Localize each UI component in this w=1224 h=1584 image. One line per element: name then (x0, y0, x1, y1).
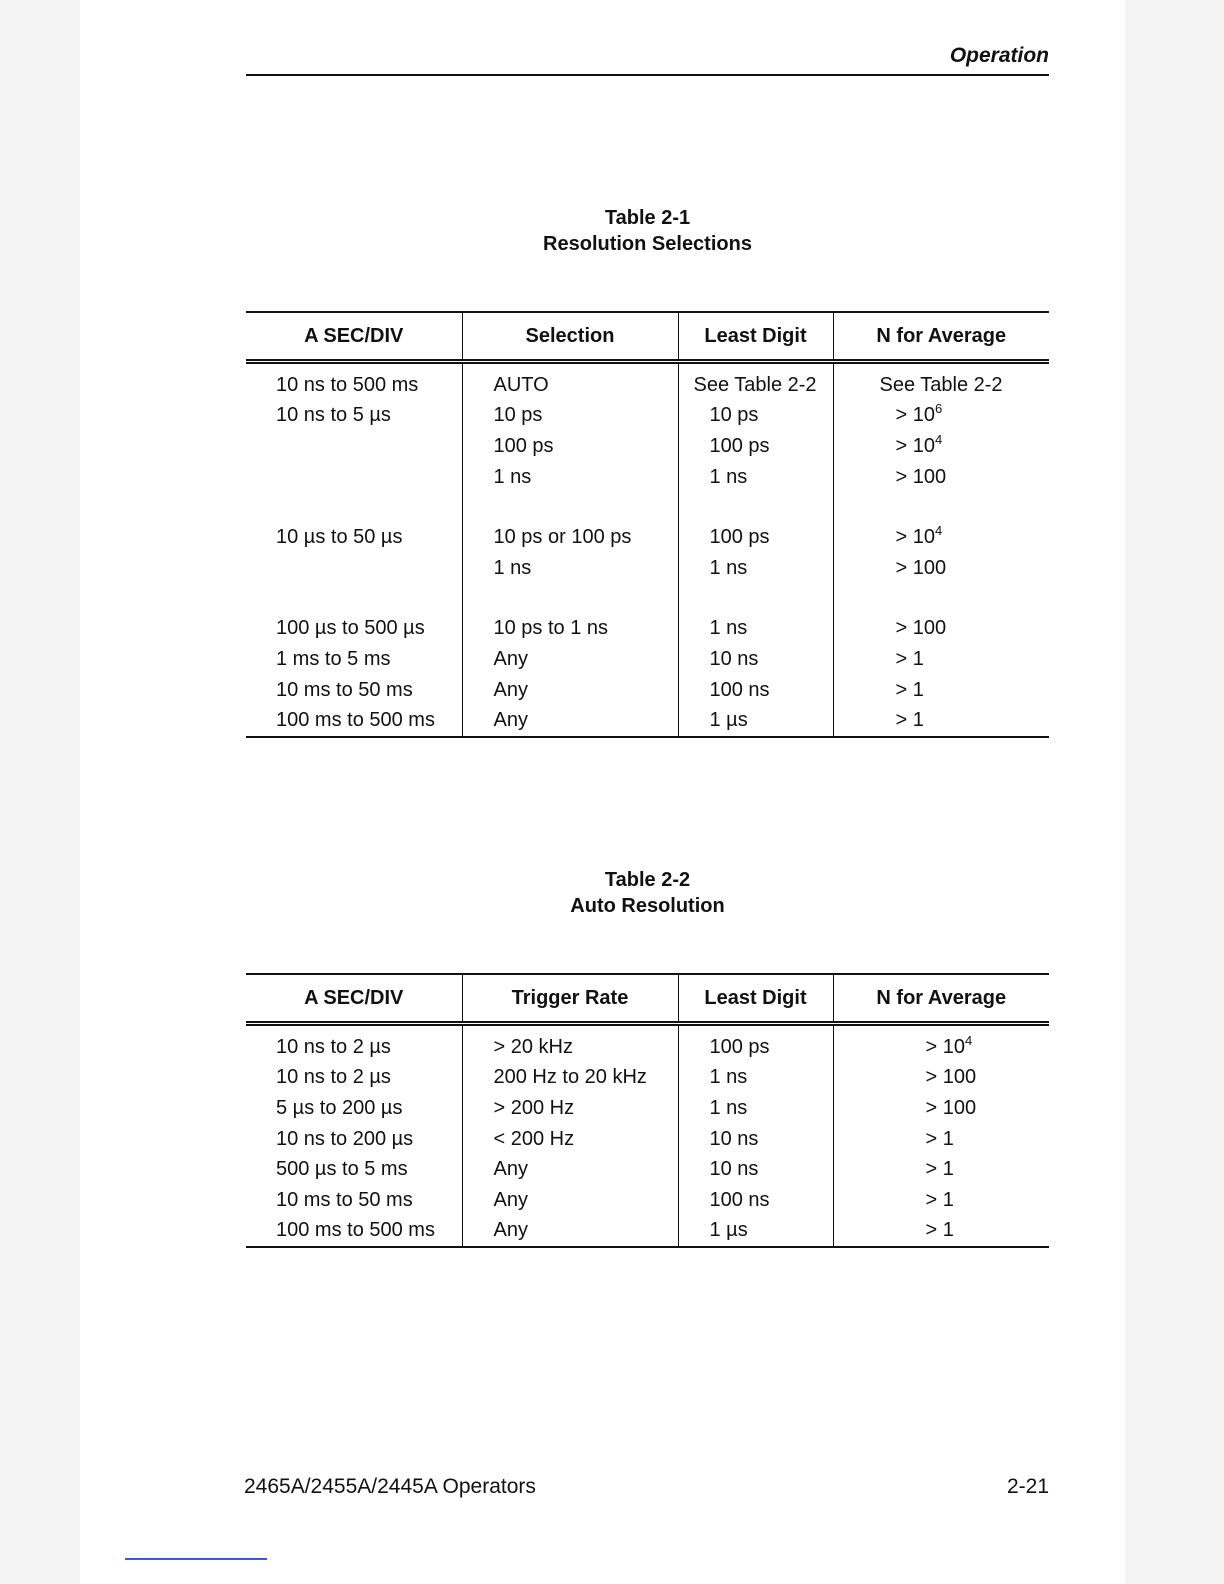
least-digit-cell: See Table 2-2 (678, 362, 833, 401)
table-spacer-row (246, 584, 1049, 614)
n-avg-cell (833, 401, 1049, 432)
n-avg-cell: > 1 (833, 705, 1049, 737)
trigger-rate-cell: < 200 Hz (462, 1124, 678, 1155)
n-avg-value: > 10 (925, 1035, 965, 1058)
n-avg-exponent: 4 (964, 1032, 973, 1048)
n-avg-cell: > 100 (895, 556, 947, 579)
least-digit-cell: 1 ns (678, 1063, 833, 1094)
n-avg-exponent: 4 (934, 431, 943, 447)
least-digit-cell: 1 µs (678, 1216, 833, 1248)
column-header: A SEC/DIV (246, 312, 462, 362)
selection-cell: 1 ns (462, 462, 678, 493)
trigger-rate-cell: Any (462, 1216, 678, 1248)
column-header: Trigger Rate (462, 974, 678, 1024)
table-row (246, 1185, 1049, 1216)
n-avg-cell: > 100 (925, 1066, 977, 1089)
least-digit-cell: 100 ps (678, 431, 833, 462)
table-row (246, 362, 1049, 401)
table1-title: Resolution Selections (543, 233, 752, 255)
column-header: Least Digit (678, 974, 833, 1024)
least-digit-cell: 100 ns (678, 675, 833, 706)
table2-title: Auto Resolution (570, 895, 725, 917)
sec-div-cell: 10 µs to 50 µs (246, 522, 462, 553)
selection-cell: AUTO (462, 362, 678, 401)
table-row (246, 431, 1049, 462)
table1-caption (246, 205, 1049, 257)
n-avg-cell: > 1 (925, 1188, 954, 1211)
n-avg-exponent: 6 (934, 401, 943, 417)
table-row (246, 614, 1049, 645)
n-avg-cell: See Table 2-2 (879, 373, 1003, 396)
least-digit-cell: 1 ns (678, 462, 833, 493)
sec-div-cell: 10 ns to 500 ms (246, 362, 462, 401)
sec-div-cell: 10 ms to 50 ms (246, 675, 462, 706)
trigger-rate-cell: > 200 Hz (462, 1093, 678, 1124)
n-avg-cell: > 100 (925, 1096, 977, 1119)
resolution-selections-table (246, 311, 1049, 738)
least-digit-cell: 100 ps (678, 1024, 833, 1063)
selection-cell: Any (462, 705, 678, 737)
least-digit-cell: 1 ns (678, 553, 833, 584)
auto-resolution-table (246, 973, 1049, 1248)
sec-div-cell (246, 462, 462, 493)
n-avg-cell: > 100 (895, 465, 947, 488)
n-avg-exponent: 4 (934, 523, 943, 539)
selection-cell: 10 ps or 100 ps (462, 522, 678, 553)
n-avg-cell: > 1 (895, 678, 924, 701)
table-row (246, 675, 1049, 706)
least-digit-cell: 100 ps (678, 522, 833, 553)
least-digit-cell: 10 ns (678, 1154, 833, 1185)
table2-caption (246, 867, 1049, 919)
sec-div-cell: 100 ms to 500 ms (246, 705, 462, 737)
sec-div-cell (246, 431, 462, 462)
selection-cell: Any (462, 675, 678, 706)
n-avg-value: > 10 (895, 404, 935, 427)
least-digit-cell: 100 ns (678, 1185, 833, 1216)
table-header-row (246, 974, 1049, 1024)
footer-manual-title: 2465A/2455A/2445A Operators (244, 1475, 536, 1498)
n-avg-cell: > 1 (925, 1127, 954, 1150)
least-digit-cell: 10 ps (678, 401, 833, 432)
sec-div-cell: 100 ms to 500 ms (246, 1216, 462, 1248)
selection-cell: 10 ps to 1 ns (462, 614, 678, 645)
selection-cell: 10 ps (462, 401, 678, 432)
section-title: Operation (949, 44, 1049, 67)
n-avg-value: > 10 (895, 434, 935, 457)
sec-div-cell: 500 µs to 5 ms (246, 1154, 462, 1185)
table-row (246, 1154, 1049, 1185)
table-row (246, 1093, 1049, 1124)
footer-page-number: 2-21 (1006, 1475, 1049, 1498)
table-row (246, 1024, 1049, 1063)
table-row (246, 705, 1049, 737)
column-header: A SEC/DIV (246, 974, 462, 1024)
sec-div-cell (246, 553, 462, 584)
table-row (246, 1124, 1049, 1155)
table-row (246, 553, 1049, 584)
n-avg-cell: > 1 (925, 1158, 954, 1181)
column-header: N for Average (833, 312, 1049, 362)
n-avg-cell (833, 522, 1049, 553)
column-header: N for Average (833, 974, 1049, 1024)
trigger-rate-cell: 200 Hz to 20 kHz (462, 1063, 678, 1094)
trigger-rate-cell: > 20 kHz (462, 1024, 678, 1063)
n-avg-value: > 10 (895, 526, 935, 549)
selection-cell: 100 ps (462, 431, 678, 462)
n-avg-cell: > 1 (833, 1216, 1049, 1248)
selection-cell: Any (462, 644, 678, 675)
table-row (246, 644, 1049, 675)
sec-div-cell: 10 ns to 200 µs (246, 1124, 462, 1155)
column-header: Least Digit (678, 312, 833, 362)
least-digit-cell: 1 µs (678, 705, 833, 737)
sec-div-cell: 1 ms to 5 ms (246, 644, 462, 675)
n-avg-cell (833, 431, 1049, 462)
n-avg-cell (833, 1024, 1049, 1063)
table2-number: Table 2-2 (604, 869, 691, 891)
selection-cell: 1 ns (462, 553, 678, 584)
sec-div-cell: 10 ns to 5 µs (246, 401, 462, 432)
least-digit-cell: 10 ns (678, 644, 833, 675)
table-row (246, 1216, 1049, 1248)
column-header: Selection (462, 312, 678, 362)
table1-number: Table 2-1 (604, 207, 691, 229)
trigger-rate-cell: Any (462, 1185, 678, 1216)
table-row (246, 1063, 1049, 1094)
n-avg-cell: > 100 (895, 617, 947, 640)
sec-div-cell: 100 µs to 500 µs (246, 614, 462, 645)
sec-div-cell: 10 ms to 50 ms (246, 1185, 462, 1216)
table-spacer-row (246, 492, 1049, 522)
n-avg-cell: > 1 (895, 647, 924, 670)
sec-div-cell: 10 ns to 2 µs (246, 1063, 462, 1094)
trigger-rate-cell: Any (462, 1154, 678, 1185)
page-edge-mark (125, 1558, 267, 1560)
table-row (246, 401, 1049, 432)
page-header (246, 44, 1049, 76)
least-digit-cell: 1 ns (678, 1093, 833, 1124)
least-digit-cell: 10 ns (678, 1124, 833, 1155)
table-row (246, 522, 1049, 553)
least-digit-cell: 1 ns (678, 614, 833, 645)
table-header-row (246, 312, 1049, 362)
sec-div-cell: 5 µs to 200 µs (246, 1093, 462, 1124)
sec-div-cell: 10 ns to 2 µs (246, 1024, 462, 1063)
table-row (246, 462, 1049, 493)
